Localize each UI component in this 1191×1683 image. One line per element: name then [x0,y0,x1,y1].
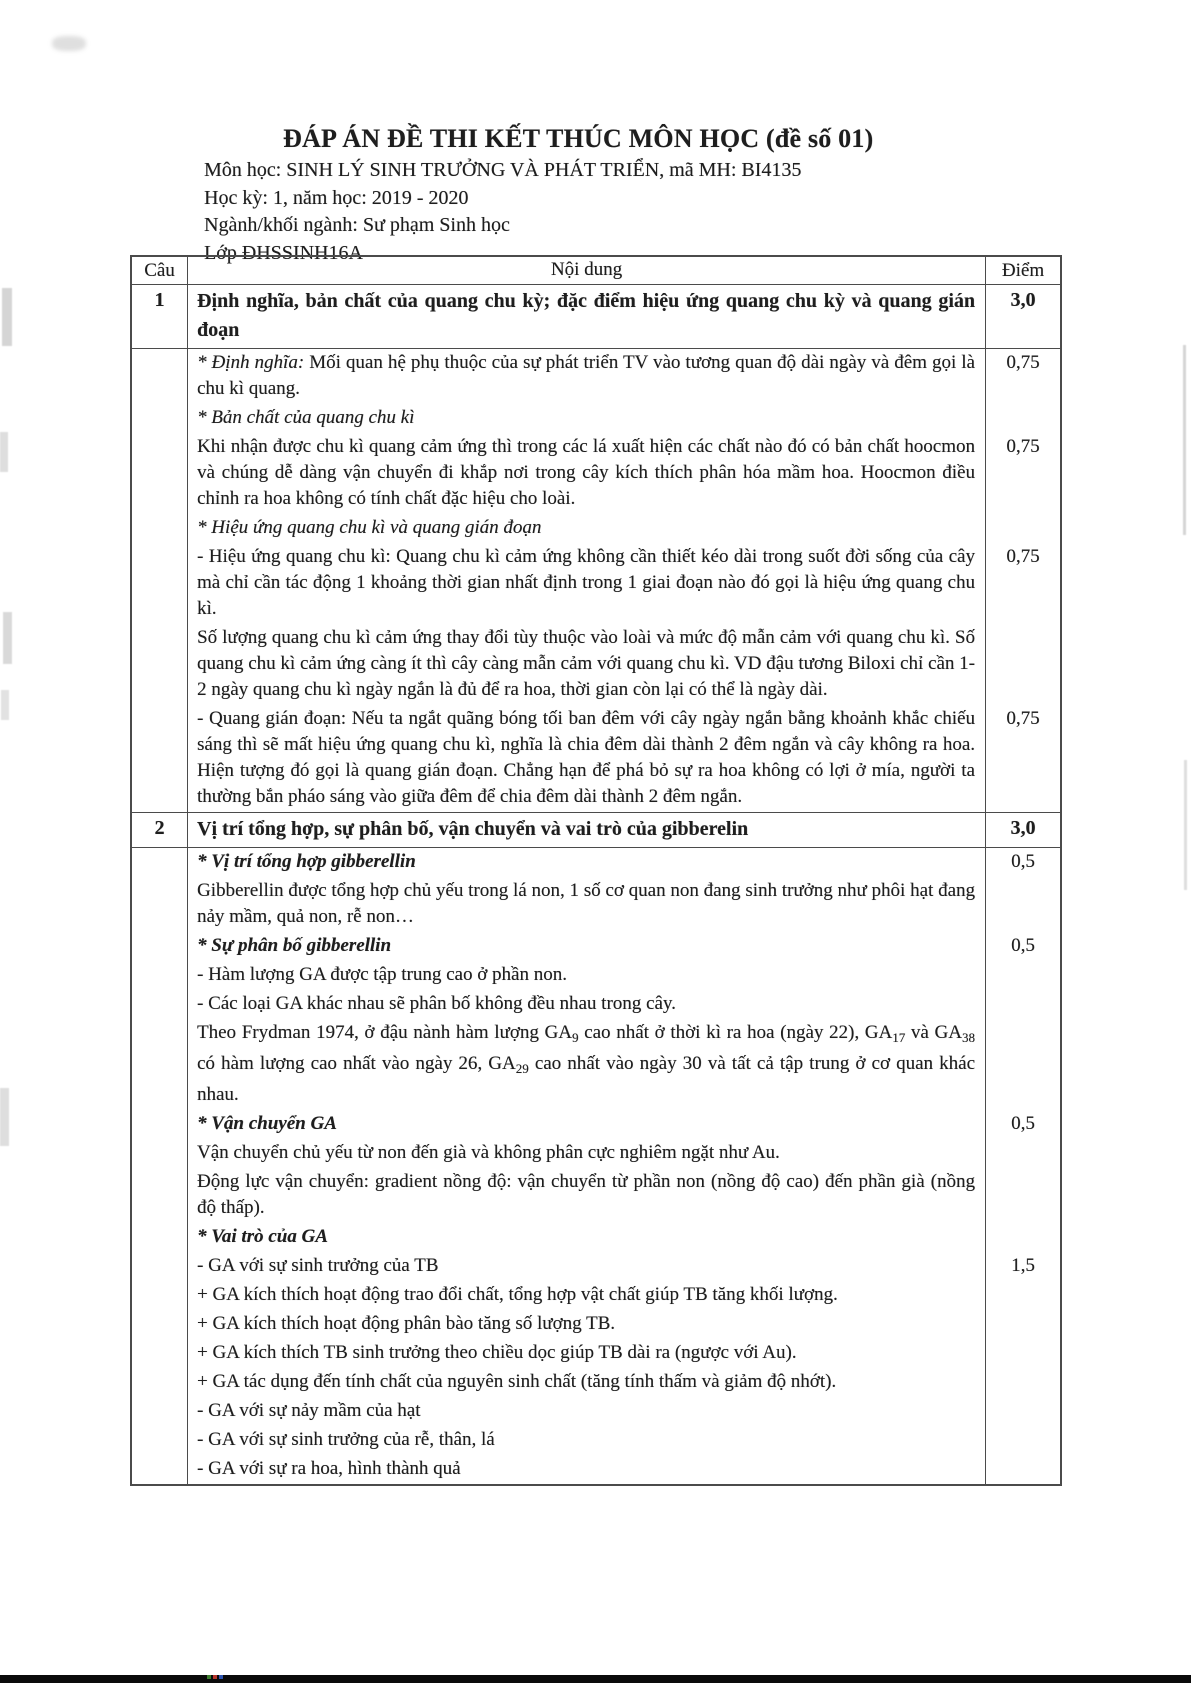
header-noidung-cell: Nội dung [188,257,986,284]
content-cell [188,1368,986,1397]
text-segment: Khi nhận được chu kì quang cảm ứng thì trong các lá xuất hiện các chất nào đó có bản chất hoocmon và chúng dễ dàng vận chuyển đi khắp nơi trong cây kích thích phân hóa mầm hoa. Hoocmon điều chỉnh ra hoa không có tính chất đặc hiệu cho loài. [197,436,975,509]
text-segment: - Hàm lượng GA được tập trung cao ở phần non. [197,964,567,985]
cau-cell [132,349,188,404]
text-segment: + GA kích thích TB sinh trưởng theo chiều dọc giúp TB dài ra (ngược với Au). [197,1342,797,1363]
cau-cell [132,624,188,705]
document-meta [204,157,801,267]
cau-cell: 2 [132,813,188,847]
score-cell: 3,0 [1010,817,1036,839]
content-cell [188,349,986,404]
answer-block-row [132,1310,1060,1339]
content-cell [188,1310,986,1339]
content-cell [188,624,986,705]
cau-cell [132,1310,188,1339]
text-segment: - GA với sự ra hoa, hình thành quả [197,1458,461,1479]
text-segment: 29 [515,1061,529,1076]
cau-cell [132,514,188,543]
score-cell: 0,5 [1011,1113,1035,1134]
score-cell [986,1397,1060,1426]
text-segment: * Vận chuyển GA [197,1113,337,1134]
answer-block-row [132,877,1060,932]
content-cell [188,543,986,624]
score-cell: 0,75 [1006,436,1040,457]
meta-line-subject: Môn học: SINH LÝ SINH TRƯỞNG VÀ PHÁT TRIỂN, mã MH: BI4135 [204,159,802,181]
content-cell: Vị trí tổng hợp, sự phân bố, vận chuyển và vai trò của gibberelin [188,813,986,847]
text-segment: 9 [572,1030,579,1045]
answer-block-row [132,1168,1060,1223]
text-segment: 38 [961,1030,975,1045]
score-cell [986,1281,1060,1310]
cau-cell [132,990,188,1019]
answer-block-row [132,543,1060,624]
text-segment: 17 [892,1030,906,1045]
score-cell: 0,75 [1006,546,1040,567]
answer-block-row [132,404,1060,433]
text-segment: - Các loại GA khác nhau sẽ phân bố không đều nhau trong cây. [197,993,676,1014]
score-cell [986,1223,1060,1252]
scan-edge-mark [1184,760,1187,890]
cau-cell [132,1223,188,1252]
answer-block-row [132,349,1060,404]
score-cell [986,877,1060,932]
score-cell [986,990,1060,1019]
cau-cell [132,1455,188,1484]
score-cell: 0,5 [1011,851,1035,872]
score-cell [986,961,1060,990]
content-cell [188,1139,986,1168]
text-segment: + GA kích thích hoạt động phân bào tăng số lượng TB. [197,1313,616,1334]
score-cell [986,404,1060,433]
text-segment: - GA với sự nảy mầm của hạt [197,1400,421,1421]
score-cell: 0,75 [1006,708,1040,729]
answer-block-row [132,1223,1060,1252]
content-cell [188,961,986,990]
answer-block-row [132,1019,1060,1110]
scan-speck [213,1675,217,1679]
score-cell: 0,5 [1011,935,1035,956]
header-diem-cell: Điểm [1001,260,1045,281]
score-cell [986,1339,1060,1368]
score-cell [986,1139,1060,1168]
cau-cell [132,705,188,812]
scan-speck [207,1675,211,1679]
question-row [132,812,1060,848]
text-segment: * Định nghĩa: [197,352,310,373]
cau-cell [132,1426,188,1455]
answer-table [130,255,1062,1486]
answer-block-row [132,1139,1060,1168]
table-body [132,285,1060,1484]
answer-block-row [132,848,1060,877]
text-segment: Số lượng quang chu kì cảm ứng thay đổi tùy thuộc vào loài và mức độ mẫn cảm với quang chu kì. Số quang chu kì cảm ứng càng ít thì cây càng mẫn cảm với quang chu kì. VD đậu tương Biloxi chỉ cần 1-2 ngày quang chu kì ngày ngắn là đủ để ra hoa, thời gian còn lại có thể là ngày dài. [197,627,975,700]
score-cell [986,624,1060,705]
document-title: ĐÁP ÁN ĐỀ THI KẾT THÚC MÔN HỌC (đề số 01) [283,124,874,153]
content-cell [188,1019,986,1110]
content-cell [188,705,986,812]
answer-block-row [132,1252,1060,1281]
text-segment: * Vai trò của GA [197,1226,328,1247]
text-segment: Theo Frydman 1974, ở đậu nành hàm lượng GA [197,1022,572,1043]
header-cau-cell: Câu [132,257,188,284]
cau-cell [132,877,188,932]
question-row [132,285,1060,349]
cau-cell [132,433,188,514]
content-cell [188,932,986,961]
content-cell: Định nghĩa, bản chất của quang chu kỳ; đặc điểm hiệu ứng quang chu kỳ và quang gián đoạn [188,285,986,348]
content-cell [188,990,986,1019]
answer-block-row [132,705,1060,812]
content-cell [188,1168,986,1223]
answer-block-row [132,1455,1060,1484]
cau-cell [132,961,188,990]
answer-block-row [132,1339,1060,1368]
cau-cell [132,1281,188,1310]
cau-cell [132,1168,188,1223]
text-segment: và GA [905,1022,962,1043]
content-cell [188,1110,986,1139]
answer-block-row [132,990,1060,1019]
cau-cell [132,932,188,961]
content-cell [188,877,986,932]
cau-cell [132,404,188,433]
answer-block-row [132,1426,1060,1455]
content-cell [188,848,986,877]
text-segment: - GA với sự sinh trưởng của TB [197,1255,439,1276]
text-segment: - Quang gián đoạn: Nếu ta ngắt quãng bóng tối ban đêm với cây ngày ngắn bằng khoảnh khắc chiếu sáng thì sẽ mất hiệu ứng quang chu kì, nghĩa là chia đêm dài thành 2 đêm ngắn và cây không ra hoa. Hiện tượng đó gọi là quang gián đoạn. Chẳng hạn để phá bỏ sự ra hoa không có lợi ở mía, người ta thường bắn pháo sáng vào giữa đêm để chia đêm dài thành 2 đêm ngắn. [197,708,975,807]
cau-cell [132,1339,188,1368]
cau-cell [132,1110,188,1139]
scan-edge-mark [1183,345,1186,535]
content-cell [188,1223,986,1252]
content-cell [188,1252,986,1281]
scan-speck [219,1675,223,1679]
text-segment: cao nhất vào ngày 30 và tất cả tập trung ở cơ quan khác nhau. [197,1053,976,1105]
score-cell [986,1310,1060,1339]
content-cell [188,1455,986,1484]
answer-block-row [132,1397,1060,1426]
score-cell [986,1368,1060,1397]
text-segment: cao nhất ở thời kì ra hoa (ngày 22), GA [578,1022,893,1043]
scan-edge-mark [2,288,12,346]
content-cell [188,1397,986,1426]
score-cell [986,1168,1060,1223]
score-cell [986,514,1060,543]
answer-block-row [132,1110,1060,1139]
score-cell: 1,5 [1011,1255,1035,1276]
content-cell [188,404,986,433]
scan-edge-mark [0,432,8,472]
table-header-row [132,257,1060,285]
scanner-edge-bar [0,1675,1191,1683]
meta-line-major: Ngành/khối ngành: Sư phạm Sinh học [204,214,510,236]
content-cell [188,1426,986,1455]
content-cell [188,1281,986,1310]
cau-cell [132,1397,188,1426]
text-segment: + GA kích thích hoạt động trao đổi chất, tổng hợp vật chất giúp TB tăng khối lượng. [197,1284,838,1305]
cau-cell [132,1252,188,1281]
content-cell [188,1339,986,1368]
content-cell [188,514,986,543]
meta-line-class: Lớp ĐHSSINH16A [204,241,363,264]
text-segment: * Vị trí tổng hợp gibberellin [197,851,416,872]
score-cell [986,1019,1060,1110]
text-segment: Vận chuyển chủ yếu từ non đến già và không phân cực nghiêm ngặt như Au. [197,1142,780,1163]
score-cell [986,1455,1060,1484]
score-cell: 3,0 [1010,289,1036,311]
text-segment: + GA tác dụng đến tính chất của nguyên sinh chất (tăng tính thấm và giảm độ nhớt). [197,1371,837,1392]
cau-cell [132,1019,188,1110]
score-cell [986,1426,1060,1455]
text-segment: Mối quan hệ phụ thuộc của sự phát triển TV vào tương quan độ dài ngày và đêm gọi là chu kì quang. [197,352,975,399]
cau-cell: 1 [132,285,188,348]
cau-cell [132,1139,188,1168]
text-segment: Động lực vận chuyển: gradient nồng độ: vận chuyển từ phần non (nồng độ cao) đến phần già (nồng độ thấp). [197,1171,975,1218]
score-cell: 0,75 [1006,352,1040,373]
text-segment: * Bản chất của quang chu kì [197,407,415,428]
cau-cell [132,1368,188,1397]
answer-block-row [132,624,1060,705]
answer-block-row [132,961,1060,990]
cau-cell [132,543,188,624]
scan-edge-mark [1,690,9,720]
content-cell [188,433,986,514]
text-segment: có hàm lượng cao nhất vào ngày 26, GA [197,1053,516,1074]
text-segment: * Hiệu ứng quang chu kì và quang gián đoạn [197,517,542,538]
cau-cell [132,848,188,877]
answer-block-row [132,1368,1060,1397]
text-segment: - Hiệu ứng quang chu kì: Quang chu kì cảm ứng không cần thiết kéo dài trong suốt đời sống của cây mà chỉ cần tác động 1 khoảng thời gian nhất định trong 1 giai đoạn nào đó gọi là hiệu ứng quang chu kì. [197,546,975,619]
scan-edge-mark [0,1088,9,1146]
meta-line-semester: Học kỳ: 1, năm học: 2019 - 2020 [204,186,469,209]
text-segment: Gibberellin được tổng hợp chủ yếu trong lá non, 1 số cơ quan non đang sinh trưởng như phôi hạt đang nảy mầm, quả non, rễ non… [197,880,975,927]
scan-smudge [52,36,86,51]
text-segment: * Sự phân bố gibberellin [197,935,392,956]
answer-block-row [132,433,1060,514]
answer-block-row [132,1281,1060,1310]
scan-edge-mark [3,612,12,664]
answer-block-row [132,932,1060,961]
text-segment: - GA với sự sinh trưởng của rễ, thân, lá [197,1429,495,1450]
answer-block-row [132,514,1060,543]
